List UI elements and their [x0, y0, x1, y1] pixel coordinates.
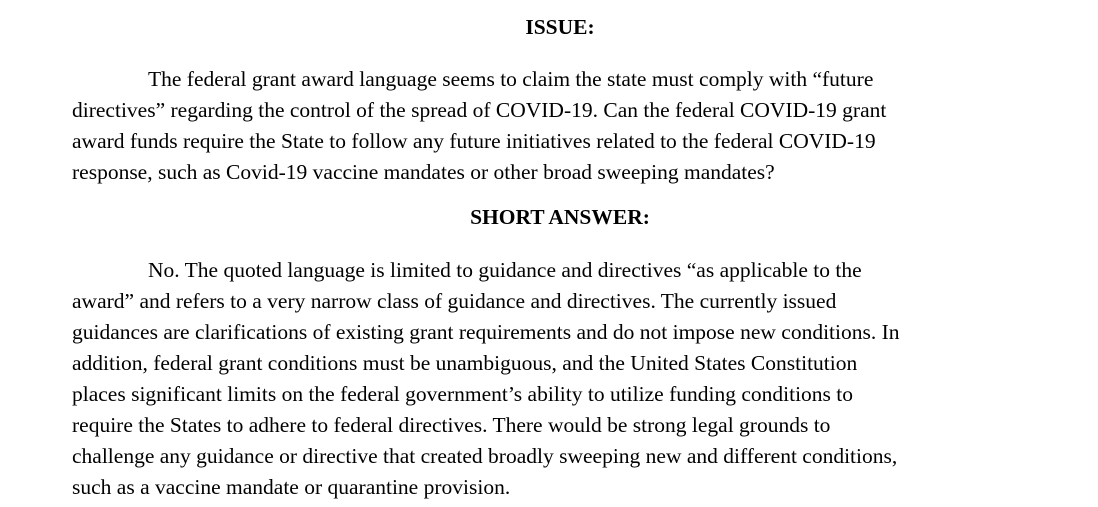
- answer-line: places significant limits on the federal government’s ability to utilize funding conditions to: [72, 382, 854, 406]
- issue-line: directives” regarding the control of the spread of COVID-19. Can the federal COVID-19 grant: [72, 98, 887, 122]
- answer-line: addition, federal grant conditions must be unambiguous, and the United States Constitution: [72, 351, 858, 375]
- answer-line: such as a vaccine mandate or quarantine provision.: [72, 475, 511, 499]
- answer-line: award” and refers to a very narrow class of guidance and directives. The currently issued: [72, 289, 837, 313]
- issue-paragraph: [72, 64, 1052, 188]
- issue-line: response, such as Covid-19 vaccine mandates or other broad sweeping mandates?: [72, 160, 775, 184]
- issue-line: award funds require the State to follow any future initiatives related to the federal COVID-19: [72, 129, 876, 153]
- short-answer-heading: SHORT ANSWER:: [470, 205, 650, 229]
- answer-line: require the States to adhere to federal directives. There would be strong legal grounds to: [72, 413, 831, 437]
- issue-heading: ISSUE:: [525, 15, 595, 39]
- short-answer-paragraph: [72, 255, 1052, 503]
- answer-line: No. The quoted language is limited to guidance and directives “as applicable to the: [148, 258, 862, 282]
- answer-line: challenge any guidance or directive that created broadly sweeping new and different conditions,: [72, 444, 898, 468]
- answer-line: guidances are clarifications of existing grant requirements and do not impose new conditions. In: [72, 320, 900, 344]
- issue-line: The federal grant award language seems to claim the state must comply with “future: [148, 67, 874, 91]
